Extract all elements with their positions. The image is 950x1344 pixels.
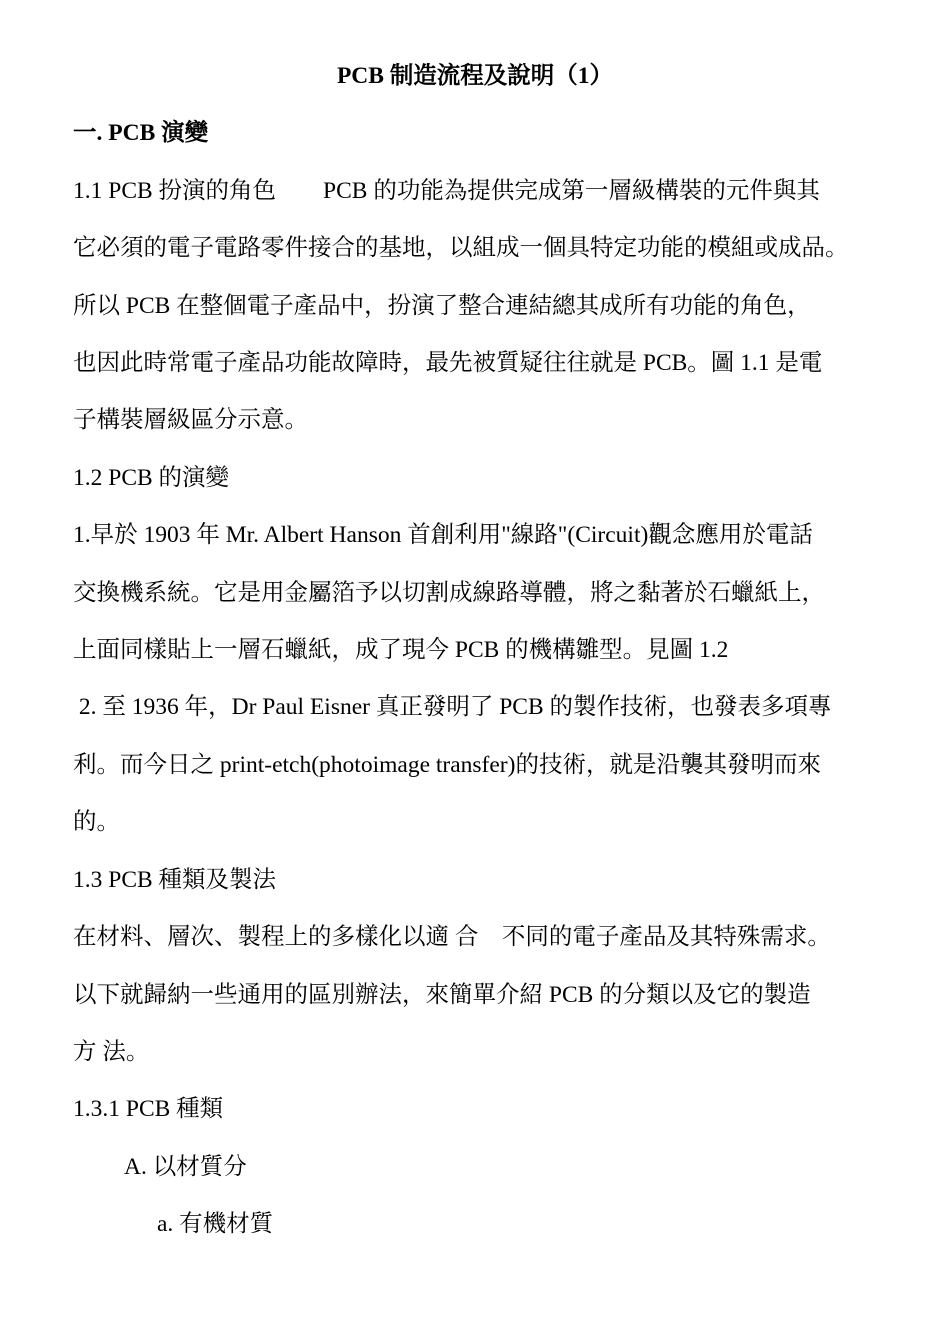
section-heading: 一. PCB 演變	[73, 120, 209, 146]
paragraph-line: 利。而今日之 print-etch(photoimage transfer)的技術，就是沿襲其發明而來	[73, 752, 821, 778]
paragraph-line: 它必須的電子電路零件接合的基地，以組成一個具特定功能的模組或成品。	[73, 235, 849, 261]
paragraph-line: 所以 PCB 在整個電子產品中，扮演了整合連結總其成所有功能的角色，	[73, 293, 811, 319]
paragraph-line: 也因此時常電子產品功能故障時，最先被質疑往往就是 PCB。圖 1.1 是電	[73, 350, 823, 376]
paragraph-line: 子構裝層級區分示意。	[73, 407, 308, 433]
list-item-a: A. 以材質分	[124, 1154, 247, 1180]
paragraph-line: 的。	[73, 809, 120, 835]
document-title: PCB 制造流程及說明（1）	[336, 63, 614, 89]
paragraph-line: 以下就歸納一些通用的區別辦法，來簡單介紹 PCB 的分類以及它的製造	[73, 982, 811, 1008]
subsection-heading: 1.2 PCB 的演變	[73, 465, 230, 491]
paragraph-line: 在材料、層次、製程上的多樣化以適 合 不同的電子產品及其特殊需求。	[73, 924, 831, 950]
paragraph-line: 方 法。	[73, 1039, 150, 1065]
list-item-a-a: a. 有機材質	[157, 1211, 274, 1237]
paragraph-line: 上面同樣貼上一層石蠟紙，成了現今 PCB 的機構雛型。見圖 1.2	[73, 637, 729, 663]
paragraph-line: 交換機系統。它是用金屬箔予以切割成線路導體，將之黏著於石蠟紙上，	[73, 580, 825, 606]
paragraph-line: 1.早於 1903 年 Mr. Albert Hanson 首創利用"線路"(Circuit)觀念應用於電話	[73, 522, 813, 548]
subsection-heading: 1.3.1 PCB 種類	[73, 1096, 224, 1122]
subsection-heading: 1.3 PCB 種類及製法	[73, 867, 277, 893]
paragraph-line: 1.1 PCB 扮演的角色 PCB 的功能為提供完成第一層級構裝的元件與其	[73, 178, 820, 204]
paragraph-line: 2. 至 1936 年，Dr Paul Eisner 真正發明了 PCB 的製作技術，也發表多項專	[73, 694, 832, 720]
